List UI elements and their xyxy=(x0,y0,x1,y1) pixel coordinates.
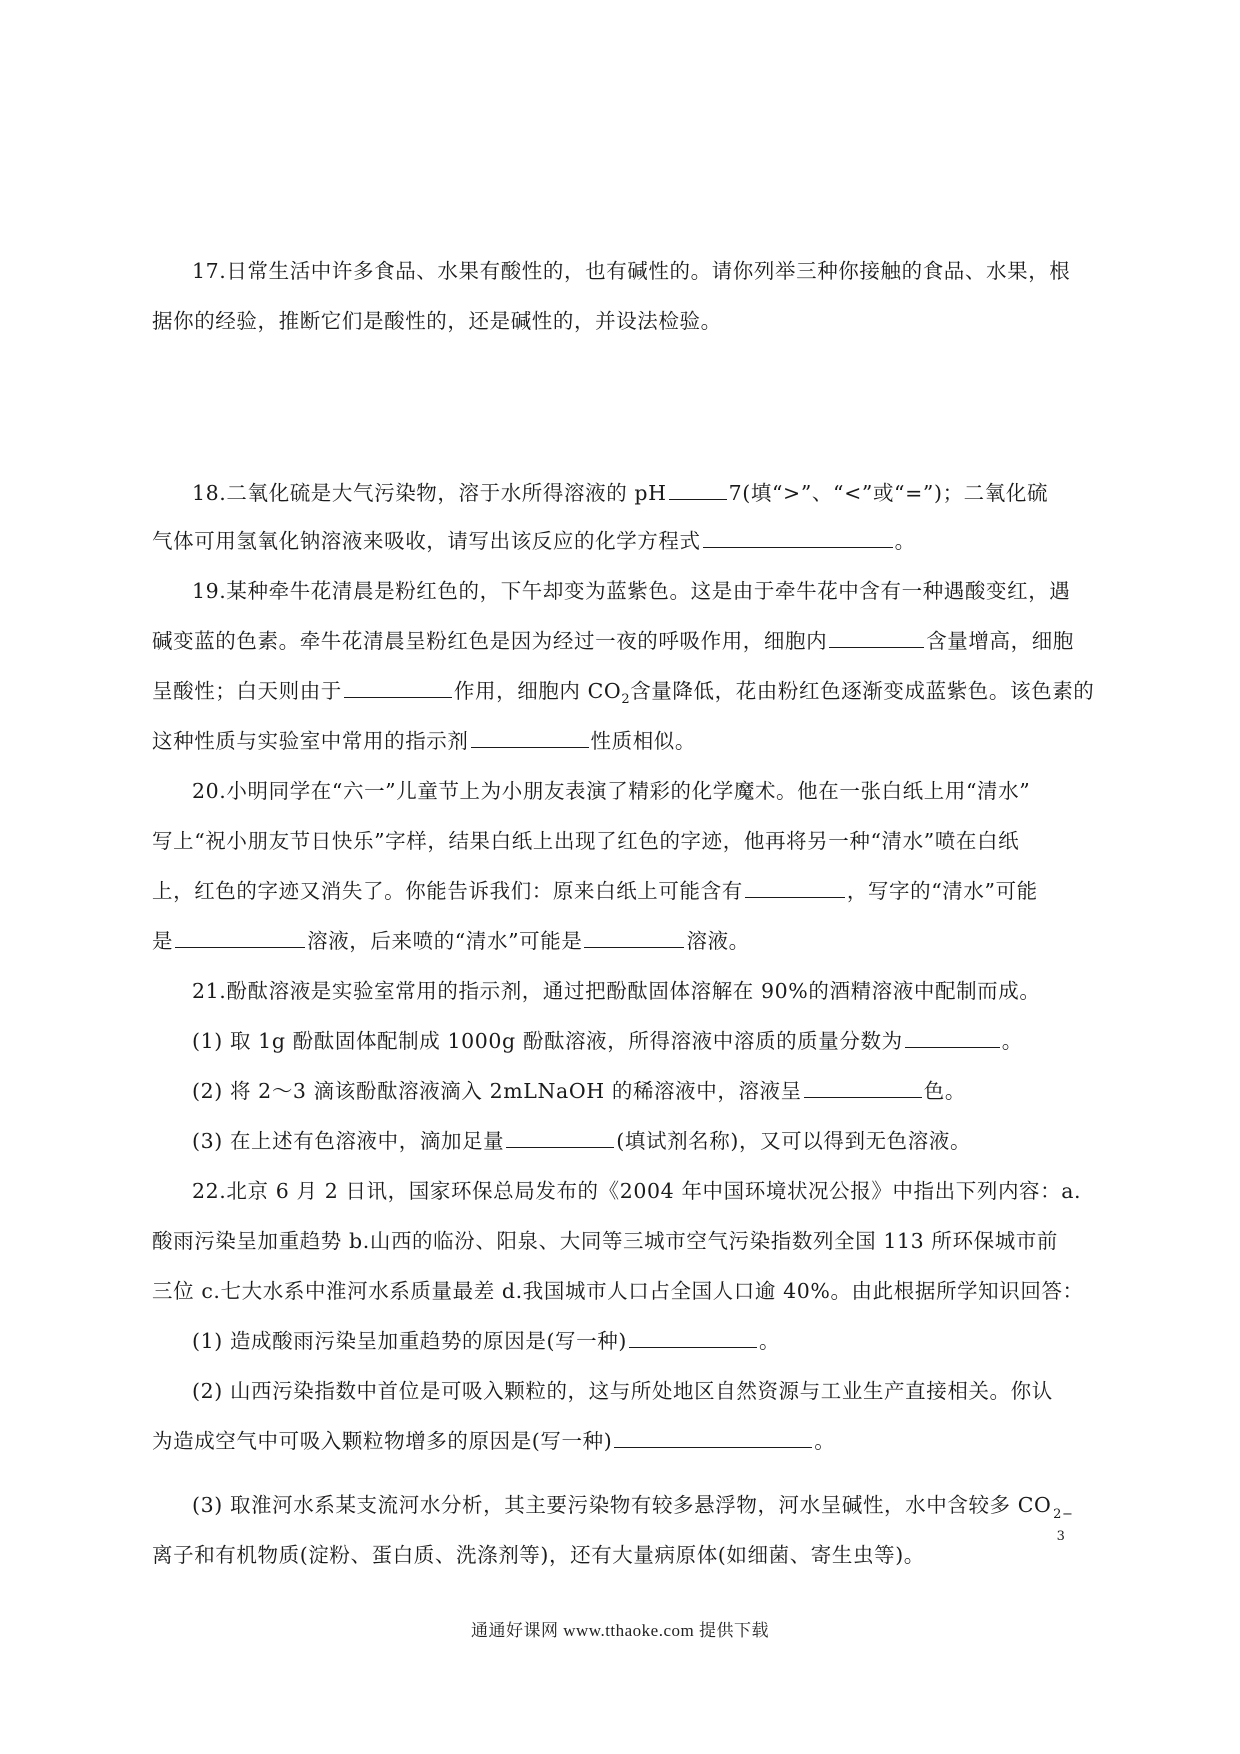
q21-p2-text-a: (2) 将 2～3 滴该酚酞溶液滴入 2mLNaOH 的稀溶液中，溶液呈 xyxy=(192,1079,802,1103)
q17-line-1: 17.日常生活中许多食品、水果有酸性的，也有碱性的。请你列举三种你接触的食品、水果，根 xyxy=(192,259,1071,283)
q22-p2-text-a: 为造成空气中可吸入颗粒物增多的原因是(写一种) xyxy=(152,1429,613,1453)
q19-line-4 xyxy=(152,726,696,756)
q21-part-2 xyxy=(192,1076,966,1106)
q22-line-3: 三位 c.七大水系中淮河水系质量最差 d.我国城市人口占全国人口逾 40%。由此根据所学知识回答： xyxy=(152,1279,1084,1303)
q20-text-b: ，写字的“清水”可能 xyxy=(846,879,1038,903)
q21-part-1 xyxy=(192,1026,1023,1056)
q19-line-3 xyxy=(152,676,1094,715)
q22-line-2: 酸雨污染呈加重趋势 b.山西的临汾、阳泉、大同等三城市空气污染指数列全国 113 所环保城市前 xyxy=(152,1229,1059,1253)
q19-text-d: 作用，细胞内 CO xyxy=(453,679,622,703)
q18-text-b: 7(填“>”、“<”或“=”)；二氧化硫 xyxy=(728,481,1049,505)
q18-text-d: 。 xyxy=(894,529,916,553)
q19-co2-subscript: 2 xyxy=(621,692,631,708)
q22-part-3-line-2: 离子和有机物质(淀粉、蛋白质、洗涤剂等)，还有大量病原体(如细菌、寄生虫等)。 xyxy=(152,1543,925,1567)
q18-ph-blank[interactable] xyxy=(669,479,727,500)
q19-text-c: 呈酸性；白天则由于 xyxy=(152,679,342,703)
q20-text-c: 是 xyxy=(152,929,174,953)
q19-line-2 xyxy=(152,626,1074,656)
q22-blank-2[interactable] xyxy=(614,1427,812,1448)
q20-blank-3[interactable] xyxy=(584,927,684,948)
q22-p1-text-a: (1) 造成酸雨污染呈加重趋势的原因是(写一种) xyxy=(192,1329,627,1353)
q21-blank-1[interactable] xyxy=(905,1027,1000,1048)
q19-line-1: 19.某种牵牛花清晨是粉红色的，下午却变为蓝紫色。这是由于牵牛花中含有一种遇酸变红，遇 xyxy=(192,579,1071,603)
q21-part-3 xyxy=(192,1126,971,1156)
q22-part-2-line-1: (2) 山西污染指数中首位是可吸入颗粒的，这与所处地区自然资源与工业生产直接相关。你认 xyxy=(192,1379,1053,1403)
q18-line-2 xyxy=(152,526,916,556)
q18-text-c: 气体可用氢氧化钠溶液来吸收，请写出该反应的化学方程式 xyxy=(152,529,701,553)
q21-p3-text-b: (填试剂名称)，又可以得到无色溶液。 xyxy=(616,1129,972,1153)
q19-text-g: 性质相似。 xyxy=(590,729,696,753)
q19-text-a: 碱变蓝的色素。牵牛花清晨呈粉红色是因为经过一夜的呼吸作用，细胞内 xyxy=(152,629,828,653)
q21-p1-text-b: 。 xyxy=(1001,1029,1023,1053)
q21-p2-text-b: 色。 xyxy=(923,1079,966,1103)
q22-blank-1[interactable] xyxy=(629,1327,757,1348)
q22-part-1 xyxy=(192,1326,780,1356)
q20-line-3 xyxy=(152,876,1038,906)
q21-p3-text-a: (3) 在上述有色溶液中，滴加足量 xyxy=(192,1129,505,1153)
q20-blank-1[interactable] xyxy=(745,877,845,898)
q18-text-a: 18.二氧化硫是大气污染物，溶于水所得溶液的 pH xyxy=(192,481,667,505)
page-footer: 通通好课网 www.tthaoke.com 提供下载 xyxy=(470,1621,770,1640)
q17-line-2: 据你的经验，推断它们是酸性的，还是碱性的，并设法检验。 xyxy=(152,309,722,333)
q20-blank-2[interactable] xyxy=(175,927,305,948)
q20-text-e: 溶液。 xyxy=(686,929,750,953)
q18-equation-blank[interactable] xyxy=(703,527,893,548)
carbonate-charge-superscript: 2− xyxy=(1053,1507,1074,1522)
q19-blank-3[interactable] xyxy=(471,727,589,748)
q20-line-4 xyxy=(152,926,750,956)
q22-part-3-line-1 xyxy=(192,1490,1074,1544)
q19-text-f: 这种性质与实验室中常用的指示剂 xyxy=(152,729,469,753)
q21-blank-2[interactable] xyxy=(804,1077,922,1098)
q20-line-2: 写上“祝小朋友节日快乐”字样，结果白纸上出现了红色的字迹，他再将另一种“清水”喷在白纸 xyxy=(152,829,1020,853)
q19-text-e: 含量降低，花由粉红色逐渐变成蓝紫色。该色素的 xyxy=(630,679,1095,703)
q18-line-1 xyxy=(192,478,1048,508)
q22-p3-text-a: (3) 取淮河水系某支流河水分析，其主要污染物有较多悬浮物，河水呈碱性，水中含较多 CO xyxy=(192,1493,1052,1517)
q20-text-d: 溶液，后来喷的“清水”可能是 xyxy=(307,929,583,953)
q20-text-a: 上，红色的字迹又消失了。你能告诉我们：原来白纸上可能含有 xyxy=(152,879,743,903)
q19-blank-1[interactable] xyxy=(829,627,924,648)
q21-p1-text-a: (1) 取 1g 酚酞固体配制成 1000g 酚酞溶液，所得溶液中溶质的质量分数为 xyxy=(192,1029,903,1053)
q22-p1-text-b: 。 xyxy=(758,1329,781,1353)
q19-text-b: 含量增高，细胞 xyxy=(926,629,1074,653)
q22-p2-text-b: 。 xyxy=(814,1429,836,1453)
q20-line-1: 20.小明同学在“六一”儿童节上为小朋友表演了精彩的化学魔术。他在一张白纸上用“清水” xyxy=(192,779,1031,803)
q22-line-1: 22.北京 6 月 2 日讯，国家环保总局发布的《2004 年中国环境状况公报》中指出下列内容：a. xyxy=(192,1179,1082,1203)
carbonate-subscript: 3 xyxy=(1056,1529,1066,1544)
q21-blank-3[interactable] xyxy=(506,1127,614,1148)
q19-blank-2[interactable] xyxy=(344,677,452,698)
q21-line-1: 21.酚酞溶液是实验室常用的指示剂，通过把酚酞固体溶解在 90%的酒精溶液中配制而成。 xyxy=(192,979,1041,1003)
q22-part-2-line-2 xyxy=(152,1426,835,1456)
